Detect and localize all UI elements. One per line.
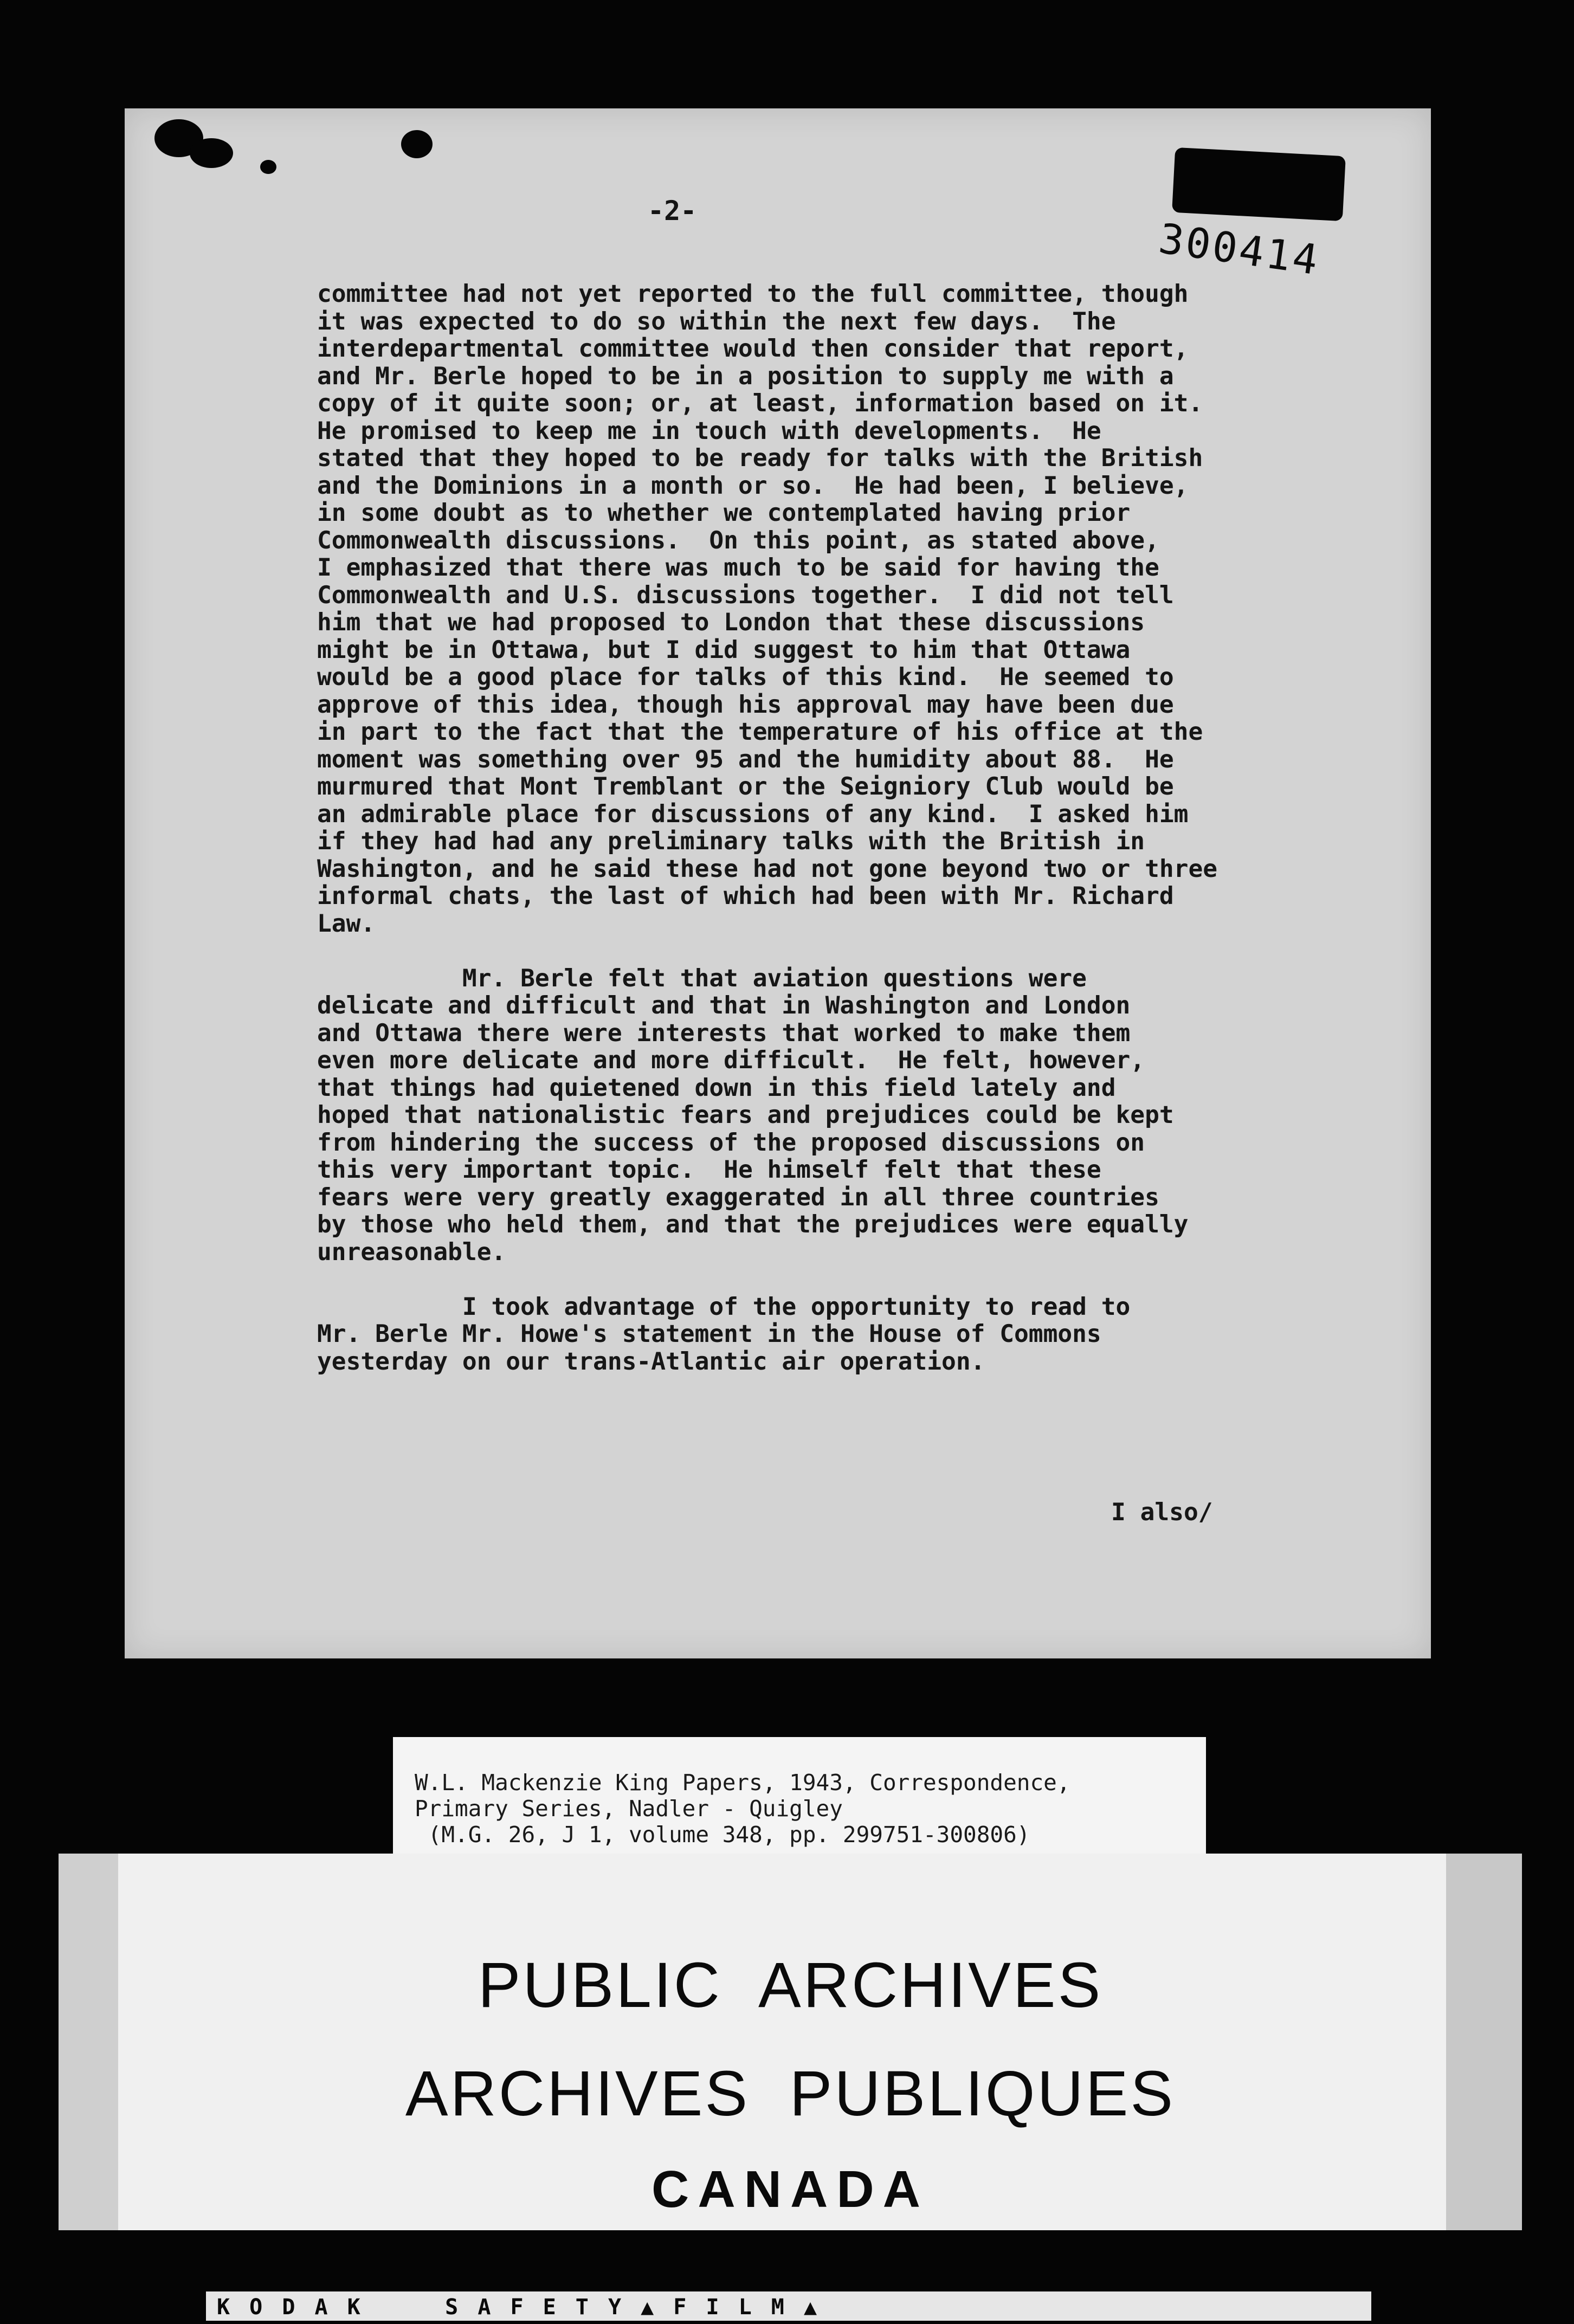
redaction-mark [1172,147,1346,221]
archives-banner [59,1854,1522,2230]
banner-title-french: ARCHIVES PUBLIQUES [405,2058,1176,2129]
text-line: in some doubt as to whether we contemplated having prior [317,499,1131,527]
text-line: him that we had proposed to London that these discussions [317,609,1145,636]
text-line: approve of this idea, though his approval may have been due [317,690,1174,719]
text-line: Law. [317,909,376,938]
text-line: even more delicate and more difficult. He felt, however, [317,1047,1145,1074]
banner-country: CANADA [651,2160,929,2218]
text-line: committee had not yet reported to the full committee, though [317,280,1189,308]
continuation-text: I also/ [1111,1499,1213,1526]
text-line: copy of it quite soon; or, at least, information based on it. [317,390,1203,417]
text-line: Commonwealth discussions. On this point, as stated above, [317,526,1159,554]
citation-label [393,1737,1206,1864]
text-line: stated that they hoped to be ready for talks with the British [317,444,1203,472]
text-line: might be in Ottawa, but I did suggest to him that Ottawa [317,636,1131,664]
text-line: and the Dominions in a month or so. He had been, I believe, [317,472,1189,500]
text-line: I emphasized that there was much to be said for having the [317,554,1159,582]
text-line: if they had had any preliminary talks with the British in [317,828,1145,855]
text-line: and Ottawa there were interests that worked to make them [317,1019,1131,1047]
ink-blot [190,138,233,168]
letter-body [317,281,1374,1376]
text-line: by those who held them, and that the prejudices were equally [317,1211,1189,1238]
text-line: that things had quietened down in this field lately and [317,1074,1116,1102]
text-line: from hindering the success of the proposed discussions on [317,1128,1145,1157]
paragraph-1 [317,281,1374,938]
text-line: moment was something over 95 and the humidity about 88. He [317,745,1174,773]
text-line: delicate and difficult and that in Washington and London [317,992,1131,1019]
film-edge-text: K O D A K S A F E T Y ▲ F I L M ▲ [217,2295,821,2320]
page-number: -2- [648,195,697,227]
text-line: unreasonable. [317,1238,506,1266]
text-line: in part to the fact that the temperature of his office at the [317,718,1203,746]
text-line: informal chats, the last of which had been with Mr. Richard [317,882,1174,910]
text-line: fears were very greatly exaggerated in all three countries [317,1183,1159,1211]
text-line: He promised to keep me in touch with developments. He [317,417,1101,445]
text-line: Mr. Berle Mr. Howe's statement in the House of Commons [317,1320,1101,1348]
citation-line: (M.G. 26, J 1, volume 348, pp. 299751-300806) [415,1822,1030,1848]
text-line: and Mr. Berle hoped to be in a position to supply me with a [317,362,1174,390]
text-line: Mr. Berle felt that aviation questions were [317,964,1087,992]
film-edge-strip [206,2291,1371,2321]
text-line: it was expected to do so within the next few days. The [317,307,1116,335]
text-line: would be a good place for talks of this kind. He seemed to [317,663,1174,691]
text-line: Commonwealth and U.S. discussions together. I did not tell [317,581,1174,609]
banner-title-english: PUBLIC ARCHIVES [478,1949,1103,2021]
citation-line: Primary Series, Nadler - Quigley [415,1796,843,1822]
text-line: an admirable place for discussions of any kind. I asked him [317,800,1189,828]
text-line: hoped that nationalistic fears and prejudices could be kept [317,1101,1174,1129]
document-page [125,108,1431,1658]
paragraph-3 [317,1294,1374,1376]
text-line: yesterday on our trans-Atlantic air operation. [317,1347,985,1376]
ink-blot [260,160,276,174]
text-line: Washington, and he said these had not gone beyond two or three [317,855,1218,883]
citation-line: W.L. Mackenzie King Papers, 1943, Correspondence, [415,1770,1070,1796]
paragraph-2 [317,965,1374,1267]
text-line: I took advantage of the opportunity to read to [317,1293,1131,1321]
archive-stamp-number: 300414 [1156,214,1323,285]
ink-blot [401,130,433,158]
text-line: this very important topic. He himself felt that these [317,1156,1101,1184]
text-line: interdepartmental committee would then consider that report, [317,335,1189,363]
text-line: murmured that Mont Tremblant or the Seigniory Club would be [317,773,1174,801]
